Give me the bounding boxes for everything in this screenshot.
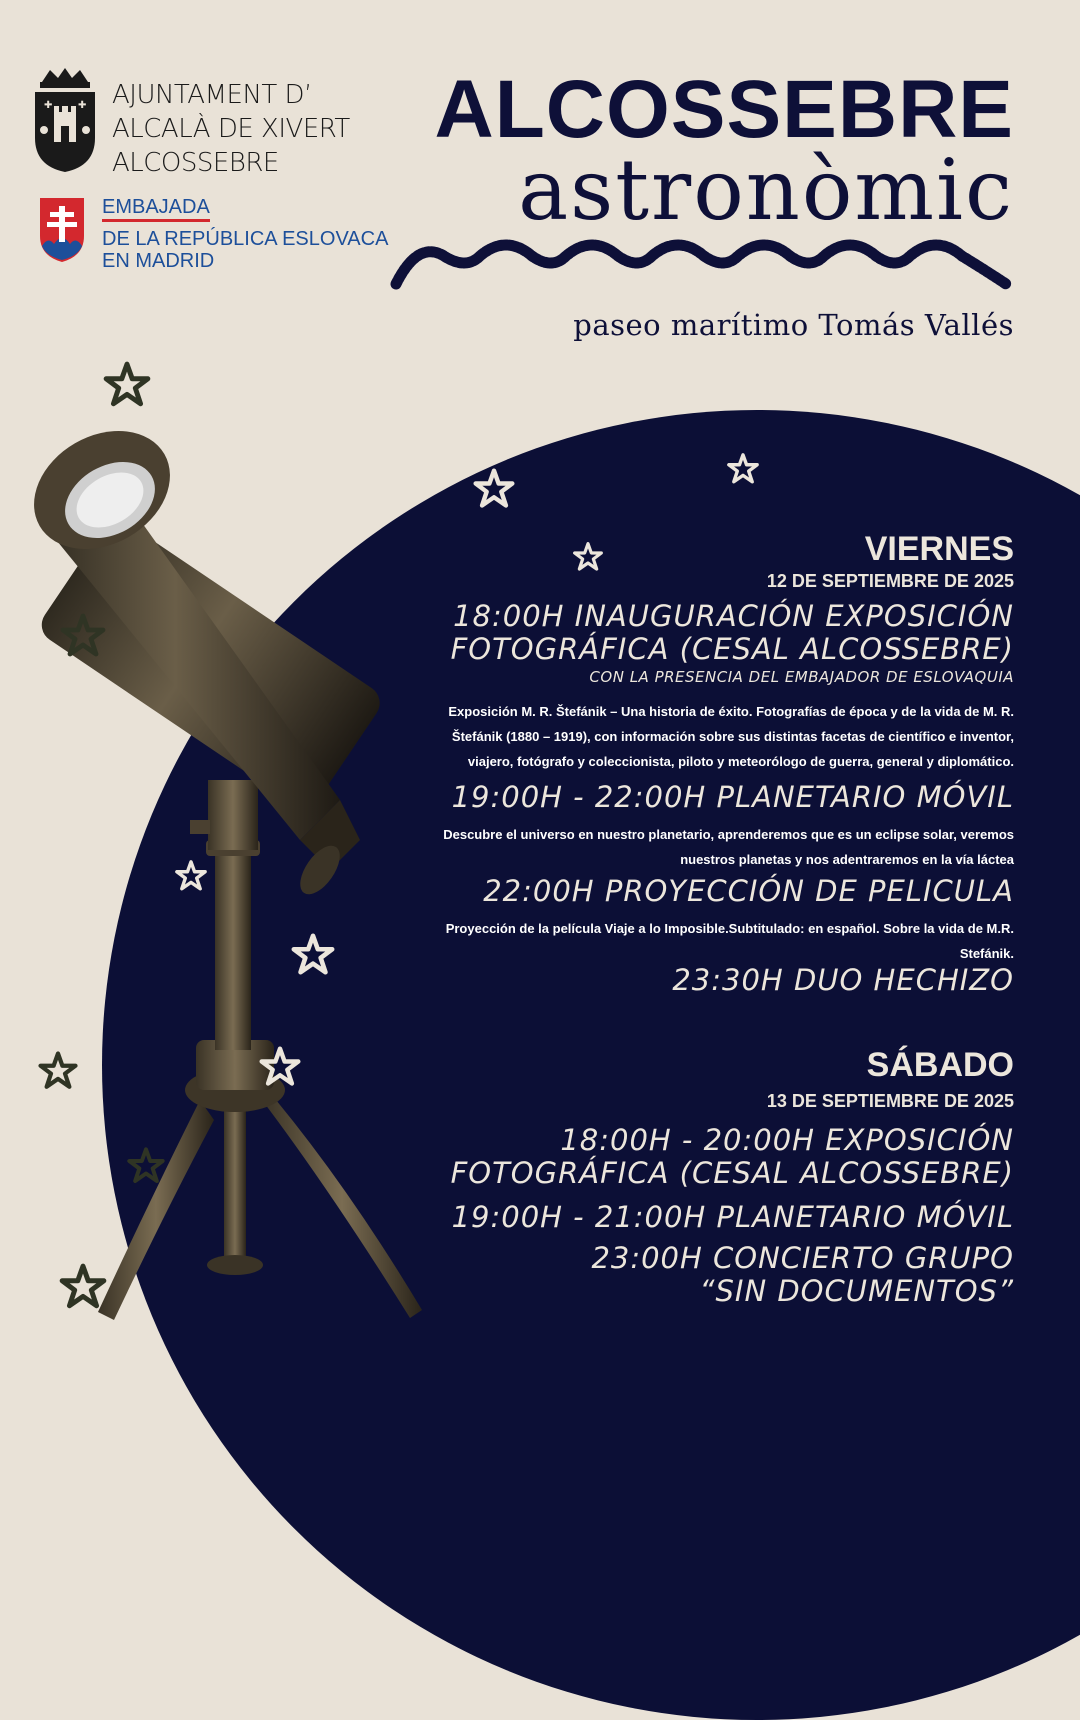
saturday-event-2: 19:00H - 21:00H PLANETARIO MÓVIL [451,1200,1014,1234]
friday-event-1-line-2: FOTOGRÁFICA (CESAL ALCOSSEBRE) [450,632,1014,666]
description-line: viajero, fotógrafo y coleccionista, piloto y meteorólogo de guerra, general y diplomático. [467,754,1014,769]
friday-event-3: 22:00H PROYECCIÓN DE PELICULA [483,874,1014,908]
friday-event-2-description [443,822,1014,872]
description-line: Stefánik. [959,946,1014,961]
description-line: Exposición M. R. Štefánik – Una historia de éxito. Fotografías de época y de la vida de M. R. [448,704,1014,719]
friday-event-2: 19:00H - 22:00H PLANETARIO MÓVIL [451,780,1014,814]
star-icon [58,612,108,660]
ajuntament-line-1: AJUNTAMENT D’ [112,80,312,110]
description-line: Descubre el universo en nuestro planetario, aprenderemos que es un eclipse solar, veremos [443,827,1014,842]
star-icon [36,1050,80,1092]
embajada-line-2: DE LA REPÚBLICA ESLOVACA [102,228,389,250]
telescope-illustration [10,400,430,1350]
saturday-event-1-line-2: FOTOGRÁFICA (CESAL ALCOSSEBRE) [450,1156,1014,1190]
friday-event-4: 23:30H DUO HECHIZO [672,963,1014,997]
star-icon [100,360,154,410]
slovak-shield-icon [38,196,86,264]
friday-day: VIERNES [864,530,1014,568]
wavy-divider-icon [388,238,1016,294]
svg-text:✚: ✚ [44,100,53,111]
star-icon [726,452,760,486]
title-astronomic: astronòmic [518,141,1014,239]
embajada-line-3: EN MADRID [102,250,215,272]
ajuntament-line-2: ALCALÀ DE XIVERT [112,114,350,144]
description-line: Proyección de la película Viaje a lo Imposible.Subtitulado: en español. Sobre la vida de M.R. [445,921,1014,936]
saturday-event-3-line-1: 23:00H CONCIERTO GRUPO [591,1241,1014,1275]
star-icon [472,466,516,512]
saturday-event-3 [591,1242,1014,1308]
star-icon [126,1146,166,1186]
friday-event-1-line-1: 18:00H INAUGURACIÓN EXPOSICIÓN [453,599,1014,633]
ajuntament-name [112,78,350,180]
star-icon [290,932,336,978]
star-icon [258,1044,302,1090]
friday-event-1 [451,600,1014,666]
saturday-event-3-line-2: “SIN DOCUMENTOS” [699,1274,1014,1308]
location-subtitle: paseo marítimo Tomás Vallés [573,308,1014,342]
saturday-event-1-line-1: 18:00H - 20:00H EXPOSICIÓN [560,1123,1014,1157]
friday-event-1-subtitle: CON LA PRESENCIA DEL EMBAJADOR DE ESLOVAQUIA [589,668,1014,686]
ajuntament-line-3: ALCOSSEBRE [112,148,279,178]
star-icon [572,540,604,574]
ajuntament-crest-icon [32,68,98,174]
description-line: Štefánik (1880 – 1919), con información sobre sus distintas facetas de científico e inventor, [451,729,1014,744]
friday-event-1-description [448,699,1014,774]
saturday-date: 13 DE SEPTIEMBRE DE 2025 [766,1091,1014,1111]
embajada-line-1: EMBAJADA [102,196,210,222]
embajada-name [102,196,388,272]
star-icon [174,858,208,894]
friday-date: 12 DE SEPTIEMBRE DE 2025 [766,571,1014,591]
svg-text:✚: ✚ [78,100,87,111]
saturday-day: SÁBADO [866,1046,1014,1084]
description-line: nuestros planetas y nos adentraremos en la vía láctea [680,852,1014,867]
friday-event-3-description [446,916,1014,966]
saturday-event-1 [451,1124,1014,1190]
star-icon [58,1262,108,1312]
title-alcossebre: ALCOSSEBRE [434,64,1014,155]
